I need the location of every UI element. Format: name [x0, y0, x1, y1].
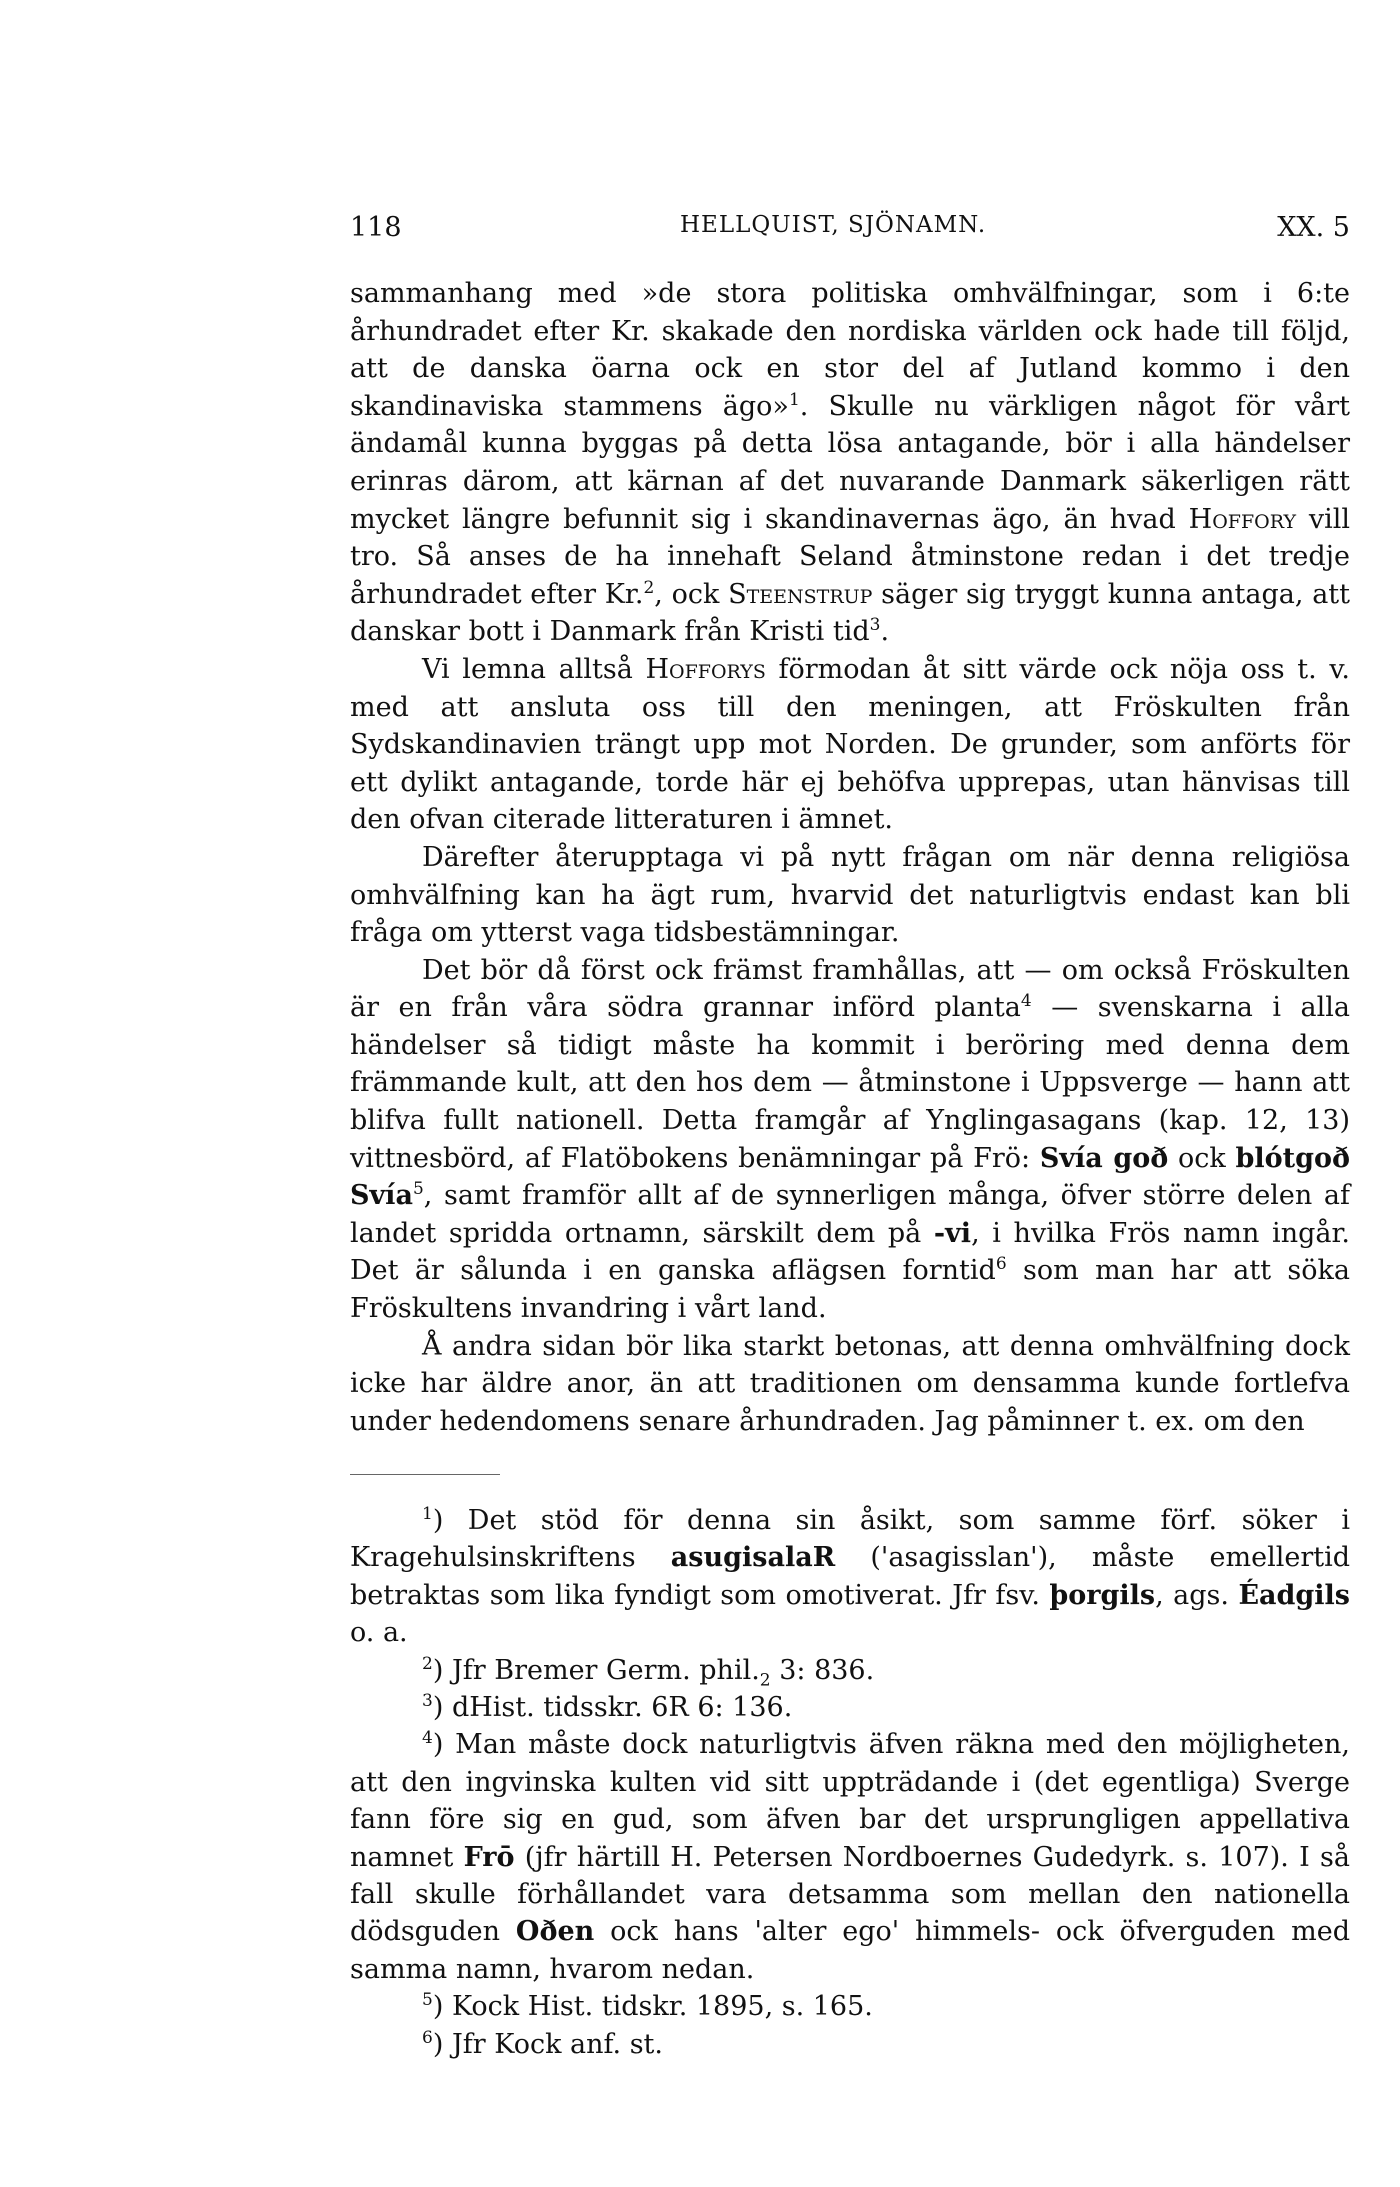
old-norse-term: blótgoð Svía: [350, 1142, 1350, 1212]
footnote-separator: [350, 1474, 500, 1475]
footnote-mark: 6: [422, 2027, 433, 2048]
paragraph-2: [350, 651, 1350, 839]
place-name-suffix: -vi: [933, 1217, 972, 1249]
paragraph-4: [350, 952, 1350, 1328]
footnote-6: [350, 2026, 1350, 2063]
footnote-mark: 1: [422, 1504, 433, 1524]
text-run: säger sig tryggt kunna antaga, att danskar bott i Danmark från Kristi tid: [350, 578, 1350, 648]
old-norse-term: þorgils: [1049, 1579, 1156, 1611]
text-run: ('asagisslan'), måste emellertid betraktas som lika fyndigt som omotiverat. Jfr fsv.: [350, 1542, 1351, 1611]
text-run: ) Kock Hist. tidskr. 1895, s. 165.: [432, 1991, 873, 2023]
section-number: XX. 5: [1277, 212, 1350, 243]
runic-term: asugisalaR: [670, 1542, 836, 1574]
text-run: , i hvilka Frös namn ingår. Det är sålunda i en ganska aflägsen forntid: [350, 1217, 1350, 1287]
paragraph-5: Å andra sidan bör lika starkt betonas, att denna omhvälfning dock icke har äldre anor, än att traditionen om densamma kunde fortlefva under hedendomens senare århundraden. Jag påminner t. ex. om den: [350, 1330, 1350, 1437]
paragraph-1: [350, 275, 1350, 651]
text-run: ) Jfr Kock anf. st.: [432, 2028, 663, 2060]
old-norse-term: Frō: [463, 1841, 515, 1873]
text-run: ) Det stöd för denna sin åsikt, som samme förf. söker i Kragehulsinskriftens: [350, 1505, 1350, 1574]
text-run: . Skulle nu värkligen något för vårt ändamål kunna byggas på detta lösa antagande, bör i alla händelser erinras därom, att kärnan af det nuvarande Danmark säkerligen rätt mycket längre befunnit sig i skandinavernas ägo, än hvad: [350, 390, 1350, 535]
text-run: förmodan åt sitt värde ock nöja oss t. v. med att ansluta oss till den meningen, att Fröskulten från Sydskandinavien trängt upp mot Norden. De grunder, som anförts för ett dylikt antagande, torde här ej behöfva upprepas, utan hänvisas till den ofvan citerade litteraturen i ämnet.: [350, 653, 1350, 836]
paragraph-3: Därefter återupptaga vi på nytt frågan om när denna religiösa omhvälfning kan ha ägt rum, hvarvid det naturligtvis endast kan bli fråga om ytterst vaga tidsbestämningar.: [350, 841, 1350, 949]
footnote-1: [350, 1502, 1350, 1652]
footnote-mark: 3: [422, 1691, 433, 1712]
text-run: o. a.: [350, 1617, 408, 1649]
footnote-2: [350, 1652, 1350, 1689]
text-run: ) dHist. tidsskr. 6R 6: 136.: [432, 1692, 793, 1724]
text-run: (jfr härtill H. Petersen Nordboernes Gudedyrk. s. 107). I så fall skulle förhållandet vara detsamma som mellan den nationella dödsguden: [350, 1841, 1350, 1948]
footnote-ref-4: 4: [1020, 991, 1032, 1012]
volume-subscript: 2: [759, 1670, 771, 1691]
text-run: som man har att söka Fröskultens invandring i vårt land.: [350, 1255, 1350, 1325]
footnote-3: [350, 1689, 1350, 1726]
text-run: vill tro. Så anses de ha innehaft Seland åtminstone redan i det tredje århundradet efter Kr.: [350, 503, 1350, 610]
author-name: Hoffory: [1188, 503, 1296, 535]
footnote-mark: 2: [422, 1653, 433, 1674]
text-run: .: [880, 616, 890, 648]
text-run: Det bör då först ock främst framhållas, att — om också Fröskulten är en från våra södra grannar införd planta: [350, 954, 1350, 1024]
body-text: [350, 275, 1350, 1440]
footnote-ref-5: 5: [412, 1179, 424, 1200]
old-norse-term: Svía goð: [1039, 1142, 1169, 1174]
text-run: , ags.: [1155, 1579, 1239, 1611]
text-run: ock hans 'alter ego' himmels- ock öfverguden med samma namn, hvarom nedan.: [350, 1916, 1350, 1985]
text-run: — svenskarna i alla händelser så tidigt måste ha kommit i beröring med denna dem främmande kult, att den hos dem — åtminstone i Uppsverge — hann att blifva fullt nationell. Detta framgår af Ynglingasagans (kap. 12, 13) vittnesbörd, af Flatöbokens benämningar på Frö:: [350, 992, 1350, 1174]
footnote-ref-3: 3: [869, 615, 881, 636]
text-run: ock: [1168, 1142, 1236, 1174]
text-run: , ock: [654, 578, 729, 610]
author-name: Steenstrup: [728, 578, 873, 610]
text-run: ) Man måste dock naturligtvis äfven räkna med den möjligheten, att den ingvinska kulten vid sitt uppträdande i (det egentliga) Sverge fann före sig en gud, som äfven bar det ursprungligen appellativa namnet: [350, 1729, 1350, 1873]
text-run: Vi lemna alltså: [422, 653, 646, 685]
text-run: 3: 836.: [770, 1654, 875, 1686]
footnote-ref-6: 6: [995, 1254, 1007, 1275]
footnote-mark: 4: [422, 1728, 433, 1749]
author-name: Hofforys: [645, 653, 766, 685]
page-header: [350, 212, 1350, 252]
footnote-5: [350, 1988, 1350, 2025]
footnotes: [350, 1502, 1350, 2063]
text-run: sammanhang med »de stora politiska omhvälfningar, som i 6:te århundradet efter Kr. skakade den nordiska världen ock hade till följd, att de danska öarna ock en stor del af Jutland kommo i den skandinaviska stammens ägo»: [350, 278, 1350, 422]
page-number: 118: [350, 212, 402, 243]
footnote-mark: 5: [422, 1990, 433, 2011]
text-run: , samt framför allt af de synnerligen många, öfver större delen af landet spridda ortnamn, särskilt dem på: [350, 1180, 1350, 1249]
old-norse-term: Oðen: [515, 1916, 595, 1948]
footnote-4: [350, 1726, 1350, 1988]
footnote-ref-2: 2: [643, 577, 655, 598]
text-run: ) Jfr Bremer Germ. phil.: [432, 1654, 760, 1686]
old-english-term: Éadgils: [1238, 1579, 1350, 1611]
running-head: HELLQUIST, SJÖNAMN.: [680, 212, 987, 238]
footnote-ref-1: 1: [788, 389, 800, 410]
